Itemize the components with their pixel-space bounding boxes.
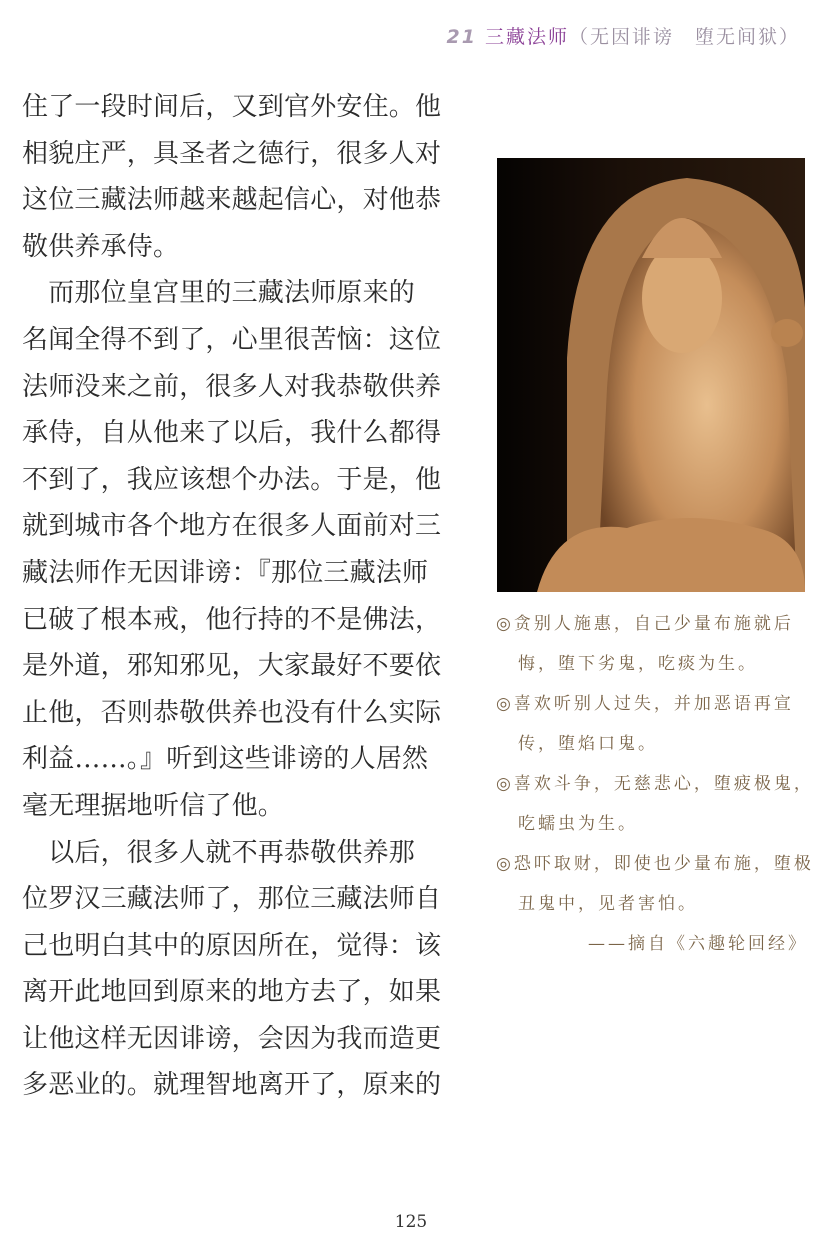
- body-line: 让他这样无因诽谤，会因为我而造更: [22, 1023, 442, 1054]
- body-line: 承侍，自从他来了以后，我什么都得: [22, 418, 442, 449]
- page-number: 125: [394, 1212, 428, 1232]
- body-line: 就到城市各个地方在很多人面前对三: [22, 511, 442, 542]
- body-line: 藏法师作无因诽谤：『那位三藏法师: [22, 557, 429, 588]
- caption-line: 吃蠕虫为生。: [518, 814, 638, 834]
- body-line: 相貌庄严，具圣者之德行，很多人对: [22, 138, 442, 169]
- chapter-subtitle: （无因诽谤 堕无间狱）: [568, 26, 800, 48]
- chapter-number: 21: [446, 26, 477, 48]
- caption-line: 传，堕焰口鬼。: [518, 734, 658, 754]
- body-line: 不到了，我应该想个办法。于是，他: [22, 464, 442, 495]
- sidebar-caption: [496, 604, 816, 964]
- body-line: 是外道，邪知邪见，大家最好不要依: [22, 651, 442, 682]
- body-line: 法师没来之前，很多人对我恭敬供养: [22, 371, 442, 402]
- buddha-statue-photo: [497, 158, 805, 592]
- caption-line: ◎贪别人施惠，自己少量布施就后: [496, 614, 794, 634]
- caption-source: ——摘自《六趣轮回经》: [588, 934, 808, 954]
- caption-line: ◎喜欢听别人过失，并加恶语再宣: [496, 694, 794, 714]
- caption-line: ◎喜欢斗争，无慈悲心，堕疲极鬼，: [496, 774, 814, 794]
- body-line: 而那位皇宫里的三藏法师原来的: [22, 278, 416, 309]
- caption-line: 丑鬼中，见者害怕。: [518, 894, 698, 914]
- running-header: [446, 22, 800, 49]
- body-line: 住了一段时间后，又到官外安住。他: [22, 92, 442, 122]
- body-line: 多恶业的。就理智地离开了，原来的: [22, 1070, 442, 1101]
- body-line: 这位三藏法师越来越起信心，对他恭: [22, 185, 442, 216]
- body-line: 己也明白其中的原因所在，觉得：该: [22, 930, 442, 961]
- body-line: 以后，很多人就不再恭敬供养那: [22, 837, 416, 868]
- body-line: 位罗汉三藏法师了，那位三藏法师自: [22, 884, 442, 915]
- caption-line: 悔，堕下劣鬼，吃痰为生。: [518, 654, 758, 674]
- caption-line: ◎恐吓取财，即使也少量布施，堕极: [496, 854, 814, 874]
- body-text: [22, 84, 472, 1109]
- chapter-title: 三藏法师: [484, 26, 569, 48]
- body-line: 已破了根本戒，他行持的不是佛法，: [22, 604, 442, 635]
- body-line: 毫无理据地听信了他。: [22, 790, 285, 821]
- body-line: 利益……。』听到这些诽谤的人居然: [22, 744, 429, 775]
- body-line: 止他，否则恭敬供养也没有什么实际: [22, 697, 442, 728]
- body-line: 名闻全得不到了，心里很苦恼：这位: [22, 324, 442, 355]
- body-line: 敬供养承侍。: [22, 231, 180, 262]
- body-line: 离开此地回到原来的地方去了，如果: [22, 977, 442, 1008]
